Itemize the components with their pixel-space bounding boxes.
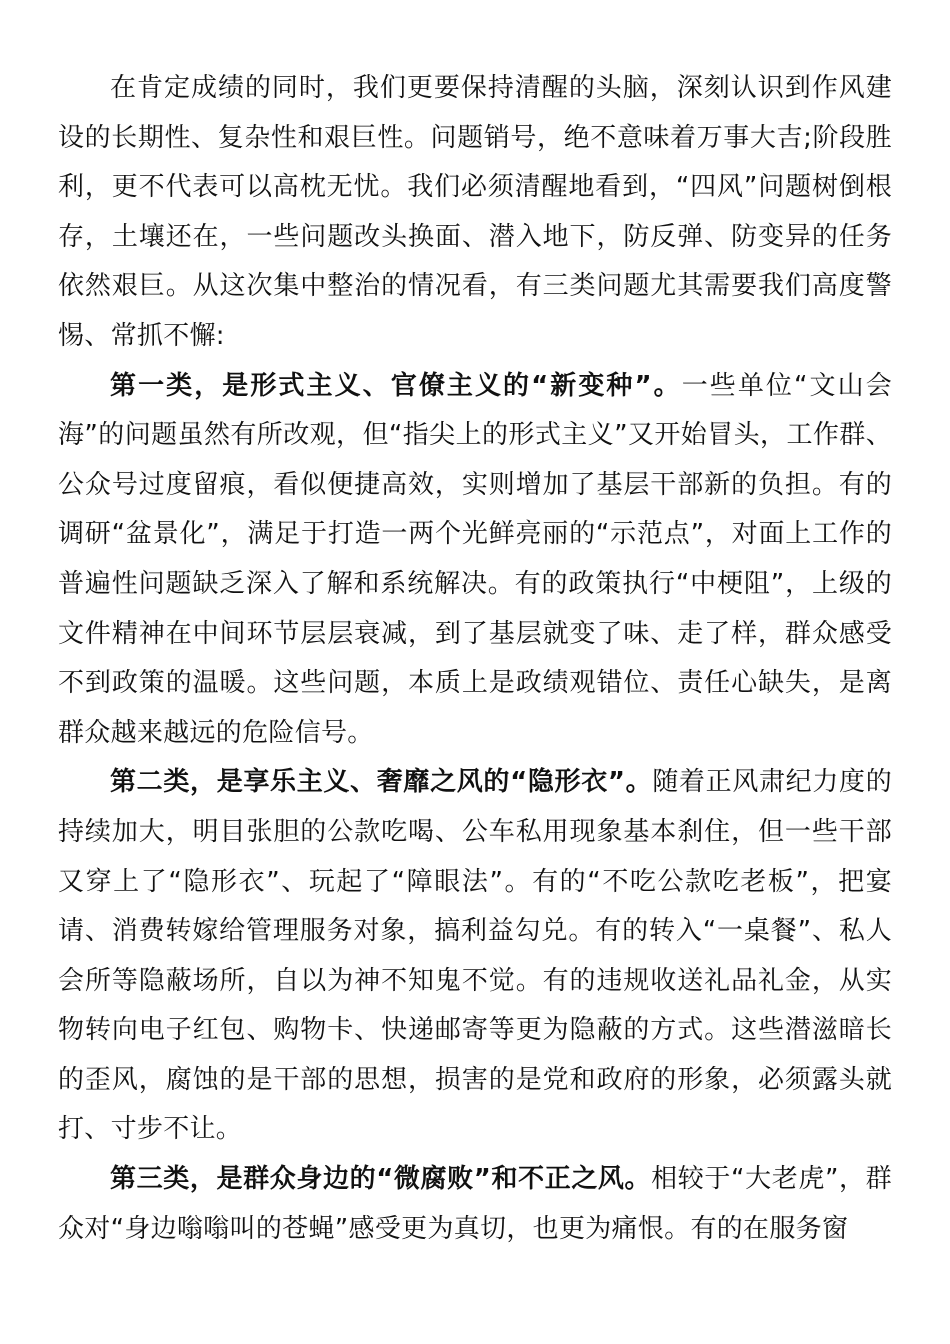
third-category-paragraph xyxy=(58,1155,892,1254)
first-category-paragraph xyxy=(58,362,892,759)
second-category-paragraph xyxy=(58,758,892,1155)
second-category-heading: 第二类，是享乐主义、奢靡之风的“隐形衣”。 xyxy=(110,767,653,798)
third-category-heading: 第三类，是群众身边的“微腐败”和不正之风。 xyxy=(110,1164,652,1195)
third-category-text: 相较于“大老虎”，群众对“身边嗡嗡叫的苍蝇”感受更为真切，也更为痛恨。有的在服务窗 xyxy=(58,1164,892,1244)
intro-paragraph-text: 在肯定成绩的同时，我们更要保持清醒的头脑，深刻认识到作风建设的长期性、复杂性和艰巨性。问题销号，绝不意味着万事大吉;阶段胜利，更不代表可以高枕无忧。我们必须清醒地看到，“四风”问题树倒根存，土壤还在，一些问题改头换面、潜入地下，防反弹、防变异的任务依然艰巨。从这次集中整治的情况看，有三类问题尤其需要我们高度警惕、常抓不懈: xyxy=(58,73,892,351)
second-category-text: 随着正风肃纪力度的持续加大，明目张胆的公款吃喝、公车私用现象基本刹住，但一些干部又穿上了“隐形衣”、玩起了“障眼法”。有的“不吃公款吃老板”，把宴请、消费转嫁给管理服务对象，搞利益勾兑。有的转入“一桌餐”、私人会所等隐蔽场所，自以为神不知鬼不觉。有的违规收送礼品礼金，从实物转向电子红包、购物卡、快递邮寄等更为隐蔽的方式。这些潜滋暗长的歪风，腐蚀的是干部的思想，损害的是党和政府的形象，必须露头就打、寸步不让。 xyxy=(58,767,893,1145)
document-page xyxy=(58,64,892,1254)
intro-paragraph xyxy=(58,64,892,362)
first-category-heading: 第一类，是形式主义、官僚主义的“新变种”。 xyxy=(110,370,682,401)
first-category-text: 一些单位“文山会海”的问题虽然有所改观，但“指尖上的形式主义”又开始冒头，工作群、公众号过度留痕，看似便捷高效，实则增加了基层干部新的负担。有的调研“盆景化”，满足于打造一两个光鲜亮丽的“示范点”，对面上工作的普遍性问题缺乏深入了解和系统解决。有的政策执行“中梗阻”，上级的文件精神在中间环节层层衰减，到了基层就变了味、走了样，群众感受不到政策的温暖。这些问题，本质上是政绩观错位、责任心缺失，是离群众越来越远的危险信号。 xyxy=(58,370,892,748)
